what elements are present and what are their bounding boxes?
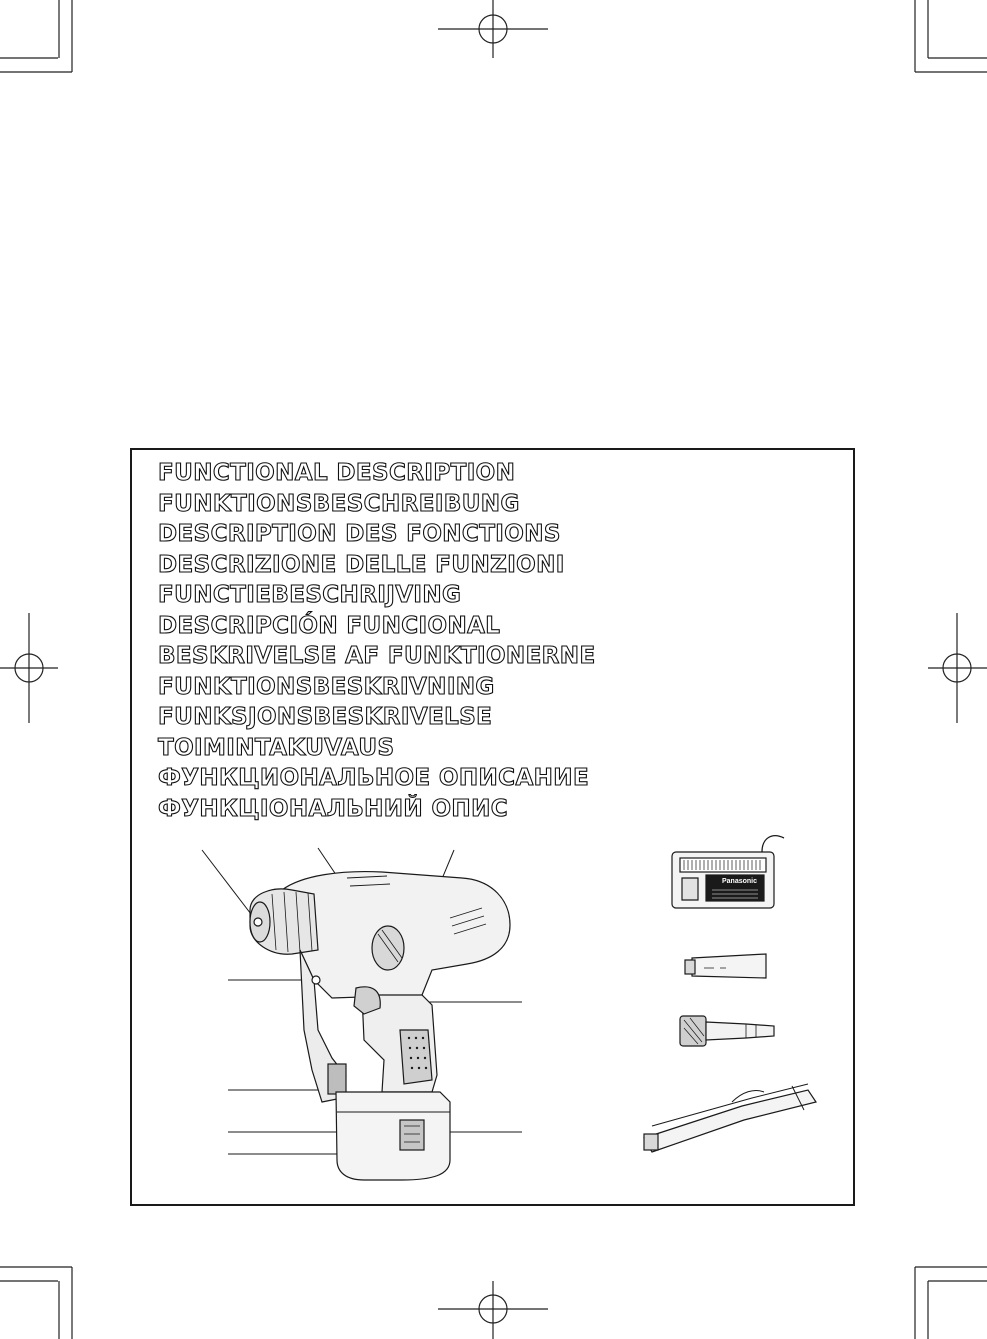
chuck-adapter-icon — [680, 1016, 774, 1046]
registration-mark-right-icon — [928, 613, 987, 723]
title-russian: ФУНКЦИОНАЛЬНОЕ ОПИСАНИЕ — [158, 765, 590, 791]
title-ukrainian: ФУНКЦІОНАЛЬНИЙ ОПИС — [158, 795, 509, 822]
title-list — [158, 458, 596, 824]
functional-description-panel — [130, 448, 855, 1206]
title-finnish: TOIMINTAKUVAUS — [158, 734, 395, 761]
title-italian: DESCRIZIONE DELLE FUNZIONI — [158, 551, 565, 578]
crop-mark-bottom-right-icon — [915, 1267, 987, 1339]
tool-illustration — [132, 830, 853, 1200]
title-spanish: DESCRIPCIÓN FUNCIONAL — [158, 612, 501, 639]
registration-mark-left-icon — [0, 613, 58, 723]
shoulder-belt-icon — [644, 1084, 816, 1152]
crop-mark-top-right-icon — [915, 0, 987, 72]
registration-mark-bottom-icon — [438, 1281, 548, 1339]
charger-brand-label: Panasonic — [722, 878, 758, 885]
grease-tube-icon — [685, 954, 766, 978]
title-norwegian: FUNKSJONSBESKRIVELSE — [158, 704, 493, 730]
title-german: FUNKTIONSBESCHREIBUNG — [158, 490, 520, 517]
title-english: FUNCTIONAL DESCRIPTION — [158, 460, 516, 486]
title-swedish: FUNKTIONSBESKRIVNING — [158, 673, 495, 700]
title-dutch: FUNCTIEBESCHRIJVING — [158, 582, 462, 608]
battery-charger-icon — [672, 836, 784, 908]
crop-mark-bottom-left-icon — [0, 1267, 72, 1339]
title-french: DESCRIPTION DES FONCTIONS — [158, 521, 561, 547]
registration-mark-top-icon — [438, 0, 548, 58]
title-danish: BESKRIVELSE AF FUNKTIONERNE — [158, 643, 596, 669]
hammer-drill-icon — [250, 872, 510, 1180]
crop-mark-top-left-icon — [0, 0, 72, 72]
